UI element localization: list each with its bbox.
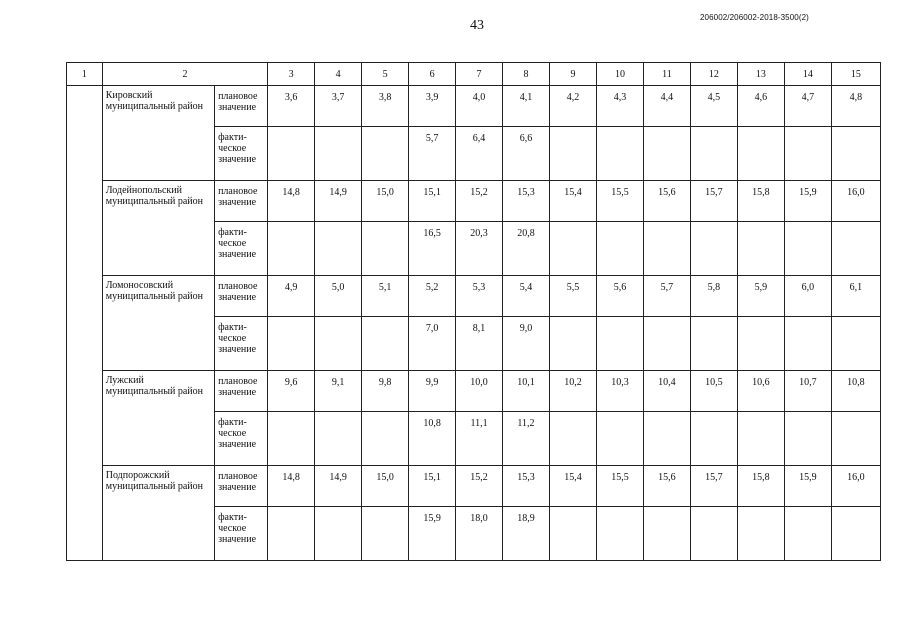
plan-value: 3,6	[268, 86, 315, 127]
fact-value	[737, 317, 784, 371]
column-number: 13	[737, 63, 784, 86]
fact-value	[268, 412, 315, 466]
table-row	[67, 466, 881, 507]
plan-value: 5,8	[690, 276, 737, 317]
plan-value: 16,0	[831, 181, 880, 222]
fact-value	[643, 222, 690, 276]
fact-value	[737, 507, 784, 561]
plan-value: 15,7	[690, 181, 737, 222]
plan-label: плановое значение	[215, 466, 268, 507]
fact-value	[643, 507, 690, 561]
plan-value: 5,7	[643, 276, 690, 317]
fact-label: факти-ческое значение	[215, 222, 268, 276]
fact-value	[549, 222, 596, 276]
fact-value	[784, 412, 831, 466]
plan-value: 3,9	[409, 86, 456, 127]
plan-value: 9,8	[362, 371, 409, 412]
fact-value	[362, 127, 409, 181]
plan-value: 15,4	[549, 181, 596, 222]
plan-value: 9,9	[409, 371, 456, 412]
fact-value	[737, 127, 784, 181]
district-name: Кировский муниципальный район	[102, 86, 214, 181]
column-number: 15	[831, 63, 880, 86]
plan-value: 15,2	[456, 466, 503, 507]
fact-value: 18,0	[456, 507, 503, 561]
fact-value	[831, 412, 880, 466]
fact-value: 6,4	[456, 127, 503, 181]
table-row	[67, 181, 881, 222]
plan-value: 15,8	[737, 181, 784, 222]
plan-value: 10,0	[456, 371, 503, 412]
fact-value	[690, 507, 737, 561]
fact-value	[549, 317, 596, 371]
plan-value: 15,6	[643, 466, 690, 507]
column-number: 2	[102, 63, 267, 86]
fact-value	[315, 222, 362, 276]
plan-value: 15,0	[362, 181, 409, 222]
table-row	[67, 86, 881, 127]
fact-value: 20,8	[503, 222, 550, 276]
plan-value: 14,9	[315, 181, 362, 222]
plan-value: 15,8	[737, 466, 784, 507]
fact-value	[690, 222, 737, 276]
district-name: Лужский муниципальный район	[102, 371, 214, 466]
plan-value: 3,7	[315, 86, 362, 127]
plan-value: 15,3	[503, 181, 550, 222]
fact-value: 9,0	[503, 317, 550, 371]
plan-value: 15,0	[362, 466, 409, 507]
plan-value: 4,5	[690, 86, 737, 127]
table-row	[67, 371, 881, 412]
plan-value: 4,2	[549, 86, 596, 127]
document-id: 206002/206002-2018-3500(2)	[700, 13, 809, 22]
plan-value: 10,4	[643, 371, 690, 412]
column-number: 1	[67, 63, 103, 86]
plan-value: 10,7	[784, 371, 831, 412]
plan-value: 14,9	[315, 466, 362, 507]
fact-value	[784, 507, 831, 561]
plan-value: 15,2	[456, 181, 503, 222]
fact-value: 5,7	[409, 127, 456, 181]
plan-label: плановое значение	[215, 276, 268, 317]
plan-value: 10,1	[503, 371, 550, 412]
fact-value	[315, 412, 362, 466]
fact-value	[549, 507, 596, 561]
district-name: Ломоносовский муниципальный район	[102, 276, 214, 371]
fact-value	[315, 507, 362, 561]
fact-label: факти-ческое значение	[215, 507, 268, 561]
plan-value: 6,0	[784, 276, 831, 317]
row-number-cell	[67, 86, 103, 561]
column-number: 3	[268, 63, 315, 86]
fact-value: 15,9	[409, 507, 456, 561]
plan-value: 14,8	[268, 181, 315, 222]
plan-value: 4,1	[503, 86, 550, 127]
plan-value: 15,4	[549, 466, 596, 507]
fact-value	[362, 222, 409, 276]
column-number: 6	[409, 63, 456, 86]
fact-value	[643, 127, 690, 181]
plan-value: 5,4	[503, 276, 550, 317]
fact-value	[596, 127, 643, 181]
district-name: Подпорожский муниципальный район	[102, 466, 214, 561]
column-number: 9	[549, 63, 596, 86]
plan-value: 5,6	[596, 276, 643, 317]
fact-value: 18,9	[503, 507, 550, 561]
fact-value	[737, 222, 784, 276]
fact-value	[596, 222, 643, 276]
plan-value: 15,5	[596, 466, 643, 507]
column-number: 7	[456, 63, 503, 86]
plan-value: 4,0	[456, 86, 503, 127]
fact-value	[690, 412, 737, 466]
column-number: 8	[503, 63, 550, 86]
indicator-table	[66, 62, 881, 561]
plan-value: 15,6	[643, 181, 690, 222]
plan-value: 4,8	[831, 86, 880, 127]
plan-value: 14,8	[268, 466, 315, 507]
plan-value: 9,1	[315, 371, 362, 412]
fact-value	[315, 127, 362, 181]
table-row	[67, 276, 881, 317]
fact-value	[549, 412, 596, 466]
plan-value: 4,3	[596, 86, 643, 127]
district-name: Лодейнопольский муниципальный район	[102, 181, 214, 276]
column-number: 11	[643, 63, 690, 86]
fact-value	[596, 317, 643, 371]
fact-value: 7,0	[409, 317, 456, 371]
plan-value: 5,9	[737, 276, 784, 317]
column-number: 12	[690, 63, 737, 86]
fact-value	[268, 222, 315, 276]
column-number-row	[67, 63, 881, 86]
plan-value: 5,2	[409, 276, 456, 317]
column-number: 10	[596, 63, 643, 86]
plan-value: 5,5	[549, 276, 596, 317]
fact-value	[831, 317, 880, 371]
fact-value	[268, 507, 315, 561]
fact-label: факти-ческое значение	[215, 317, 268, 371]
fact-value	[268, 317, 315, 371]
plan-label: плановое значение	[215, 371, 268, 412]
plan-value: 10,2	[549, 371, 596, 412]
plan-value: 10,6	[737, 371, 784, 412]
fact-value	[362, 412, 409, 466]
fact-value	[831, 507, 880, 561]
fact-value: 16,5	[409, 222, 456, 276]
fact-value	[690, 127, 737, 181]
fact-value	[596, 507, 643, 561]
plan-value: 15,9	[784, 181, 831, 222]
plan-value: 9,6	[268, 371, 315, 412]
plan-value: 5,1	[362, 276, 409, 317]
fact-value	[315, 317, 362, 371]
plan-value: 16,0	[831, 466, 880, 507]
fact-value: 6,6	[503, 127, 550, 181]
plan-value: 5,3	[456, 276, 503, 317]
plan-value: 6,1	[831, 276, 880, 317]
plan-value: 5,0	[315, 276, 362, 317]
plan-label: плановое значение	[215, 181, 268, 222]
plan-value: 10,8	[831, 371, 880, 412]
plan-value: 15,7	[690, 466, 737, 507]
column-number: 5	[362, 63, 409, 86]
fact-value	[362, 317, 409, 371]
plan-value: 3,8	[362, 86, 409, 127]
fact-value	[831, 222, 880, 276]
fact-value	[784, 222, 831, 276]
fact-value	[643, 412, 690, 466]
fact-value	[549, 127, 596, 181]
fact-value	[737, 412, 784, 466]
plan-value: 15,5	[596, 181, 643, 222]
fact-value	[784, 317, 831, 371]
fact-value	[784, 127, 831, 181]
plan-value: 4,6	[737, 86, 784, 127]
fact-value: 11,2	[503, 412, 550, 466]
fact-value: 8,1	[456, 317, 503, 371]
fact-value	[268, 127, 315, 181]
fact-value	[643, 317, 690, 371]
plan-value: 10,3	[596, 371, 643, 412]
fact-value	[596, 412, 643, 466]
plan-value: 4,4	[643, 86, 690, 127]
plan-value: 15,3	[503, 466, 550, 507]
plan-value: 15,9	[784, 466, 831, 507]
plan-value: 4,9	[268, 276, 315, 317]
column-number: 14	[784, 63, 831, 86]
column-number: 4	[315, 63, 362, 86]
fact-value: 11,1	[456, 412, 503, 466]
plan-value: 15,1	[409, 466, 456, 507]
fact-label: факти-ческое значение	[215, 127, 268, 181]
plan-value: 15,1	[409, 181, 456, 222]
fact-value	[690, 317, 737, 371]
fact-value: 10,8	[409, 412, 456, 466]
plan-label: плановое значение	[215, 86, 268, 127]
fact-value	[831, 127, 880, 181]
plan-value: 4,7	[784, 86, 831, 127]
plan-value: 10,5	[690, 371, 737, 412]
fact-value	[362, 507, 409, 561]
fact-label: факти-ческое значение	[215, 412, 268, 466]
fact-value: 20,3	[456, 222, 503, 276]
page-number: 43	[470, 18, 484, 33]
